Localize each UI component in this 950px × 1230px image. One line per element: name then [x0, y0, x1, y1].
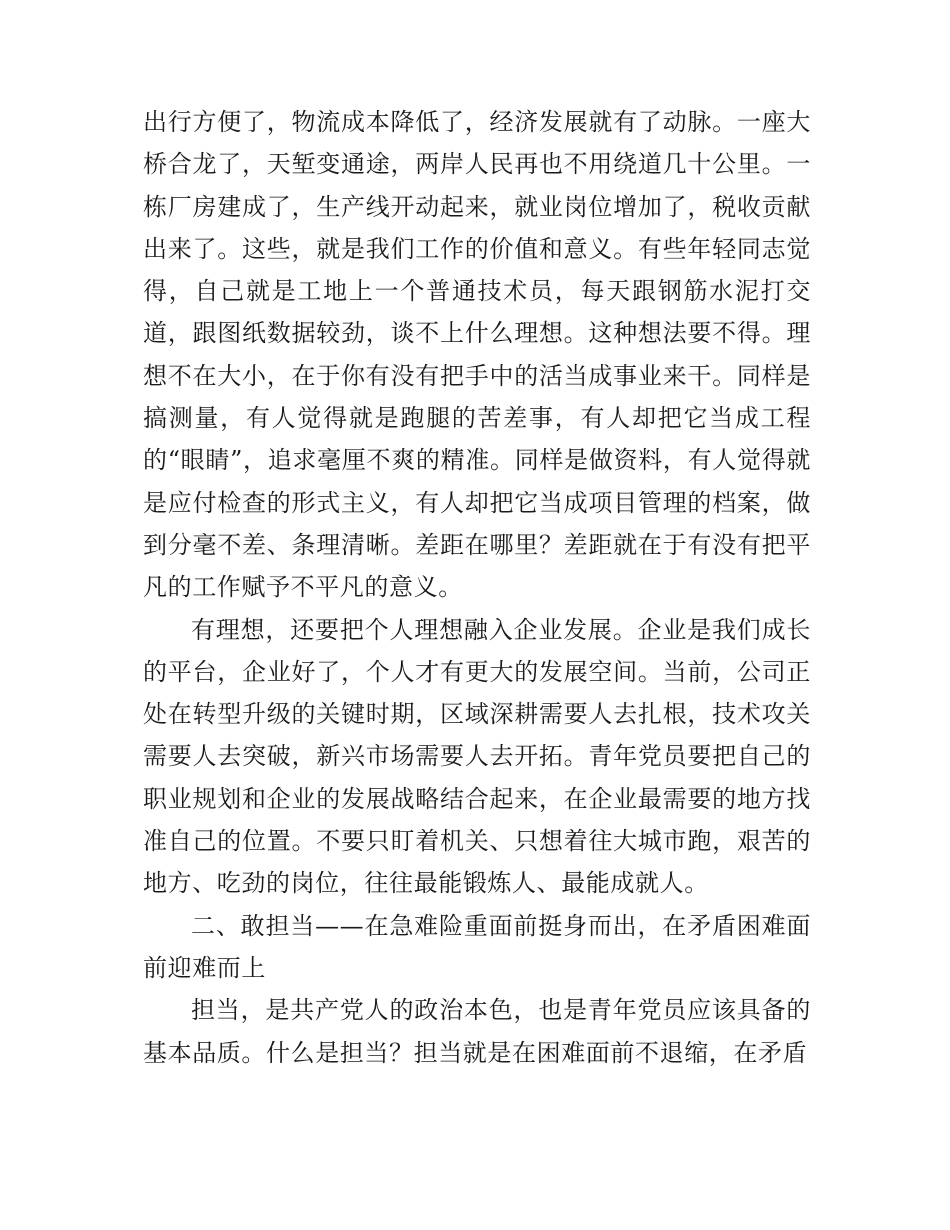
body-paragraph-1: 出行方便了，物流成本降低了，经济发展就有了动脉。一座大桥合龙了，天堑变通途，两岸人民再也不用绕道几十公里。一栋厂房建成了，生产线开动起来，就业岗位增加了，税收贡献出来了。这些，就是我们工作的价值和意义。有些年轻同志觉得，自己就是工地上一个普通技术员，每天跟钢筋水泥打交道，跟图纸数据较劲，谈不上什么理想。这种想法要不得。理想不在大小，在于你有没有把手中的活当成事业来干。同样是搞测量，有人觉得就是跑腿的苦差事，有人却把它当成工程的“眼睛”，追求毫厘不爽的精准。同样是做资料，有人觉得就是应付检查的形式主义，有人却把它当成项目管理的档案，做到分毫不差、条理清晰。差距在哪里？差距就在于有没有把平凡的工作赋予不平凡的意义。 — [143, 108, 811, 602]
document-body — [143, 101, 811, 1074]
body-paragraph-2: 有理想，还要把个人理想融入企业发展。企业是我们成长的平台，企业好了，个人才有更大的发展空间。当前，公司正处在转型升级的关键时期，区域深耕需要人去扎根，技术攻关需要人去突破，新兴市场需要人去开拓。青年党员要把自己的职业规划和企业的发展战略结合起来，在企业最需要的地方找准自己的位置。不要只盯着机关、只想着往大城市跑，艰苦的地方、吃劲的岗位，往往最能锻炼人、最能成就人。 — [143, 615, 811, 898]
body-paragraph-3: 担当，是共产党人的政治本色，也是青年党员应该具备的基本品质。什么是担当？担当就是在困难面前不退缩，在矛盾 — [143, 996, 811, 1067]
section-heading-2: 二、敢担当——在急难险重面前挺身而出，在矛盾困难面前迎难而上 — [143, 911, 811, 982]
